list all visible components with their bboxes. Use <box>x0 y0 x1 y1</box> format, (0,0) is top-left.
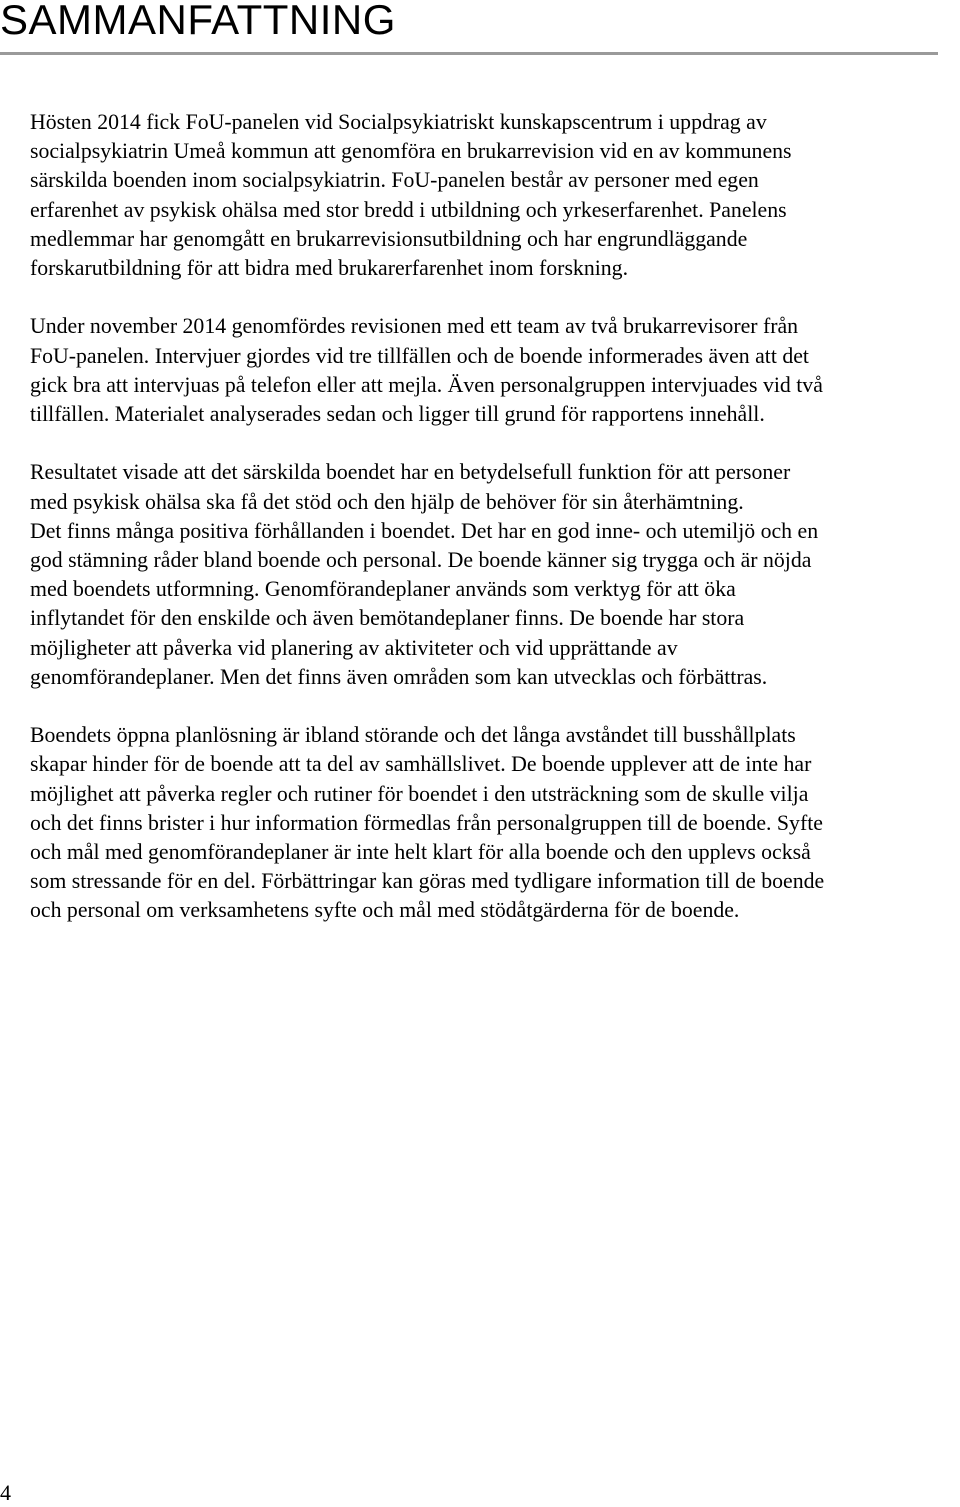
page-title: SAMMANFATTNING <box>0 0 396 43</box>
paragraph-positive-results: Resultatet visade att det särskilda boendet har en betydelsefull funktion för att personer med psykisk ohälsa ska få det stöd och den hjälp de behöver för sin återhämtning. Det finns många positiva förhållanden i boendet. Det har en god inne- och utemiljö och en god stämning råder bland boende och personal. De boende känner sig trygga och är nöjda med boendets utformning. Genomförandeplaner används som verktyg för att öka inflytandet för den enskilde och även bemötandeplaner finns. De boende har stora möjligheter att påverka vid planering av aktiviteter och vid upprättande av genomförandeplaner. Men det finns även områden som kan utvecklas och förbättras. <box>30 460 819 689</box>
paragraph-background: Hösten 2014 fick FoU-panelen vid Socialpsykiatriskt kunskapscentrum i uppdrag av socialpsykiatrin Umeå kommun att genomföra en brukarrevision vid en av kommunens särskilda boenden inom socialpsykiatrin. FoU-panelen består av personer med egen erfarenhet av psykisk ohälsa med stor bredd i utbildning och yrkeserfarenhet. Panelens medlemmar har genomgått en brukarrevisionsutbildning och har engrundläggande forskarutbildning för att bidra med brukarerfarenhet inom forskning. <box>30 110 792 281</box>
summary-body <box>30 108 960 955</box>
title-divider <box>0 52 938 55</box>
paragraph-improvement-areas: Boendets öppna planlösning är ibland störande och det långa avståndet till busshållplats skapar hinder för de boende att ta del av samhällslivet. De boende upplever att de inte har möjlighet att påverka regler och rutiner för boendet i den utsträckning som de skulle vilja och det finns brister i hur information förmedlas från personalgruppen till de boende. Syfte och mål med genomförandeplaner är inte helt klart för alla boende och den upplevs också som stressande för en del. Förbättringar kan göras med tydligare information till de boende och personal om verksamhetens syfte och mål med stödåtgärderna för de boende. <box>30 723 825 923</box>
page-number: 4 <box>0 1480 11 1505</box>
paragraph-method: Under november 2014 genomfördes revisionen med ett team av två brukarrevisorer från FoU-panelen. Intervjuer gjordes vid tre tillfällen och de boende informerades även att det gick bra att intervjuas på telefon eller att mejla. Även personalgruppen intervjuades vid två tillfällen. Materialet analyserades sedan och ligger till grund för rapportens innehåll. <box>30 314 823 427</box>
